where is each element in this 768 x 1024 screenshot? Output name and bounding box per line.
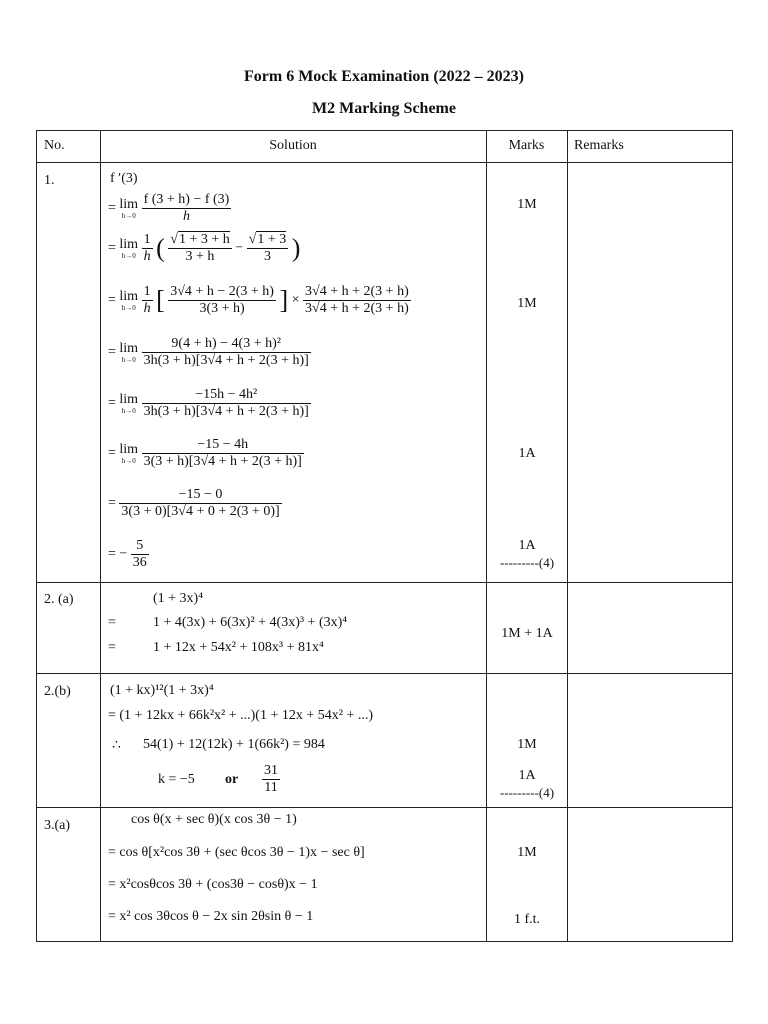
solution-line: 54(1) + 12(12k) + 1(66k²) = 984: [143, 737, 325, 752]
mark-value: 1M: [517, 197, 537, 212]
mark-value: 1A: [518, 768, 536, 783]
solution-line: = (1 + 12kx + 66k²x² + ...)(1 + 12x + 54x² + ...): [108, 708, 374, 723]
column-divider: [36, 130, 37, 942]
column-divider: [486, 130, 487, 942]
solution-line: =: [108, 640, 116, 655]
header-marks: Marks: [508, 138, 545, 153]
solution-line: cos θ(x + sec θ)(x cos 3θ − 1): [131, 812, 297, 827]
row-divider: [36, 582, 733, 583]
solution-line: or: [225, 772, 239, 787]
mark-value: 1M: [517, 737, 537, 752]
question-number: 2. (a): [44, 592, 74, 607]
solution-line: 1 + 12x + 54x² + 108x³ + 81x⁴: [153, 640, 324, 655]
header-no: No.: [44, 138, 65, 153]
solution-line: = lim h→0 $\frac{1}{h}$ [ $\frac{3√4 + h - 2(3 + h)}{3(3 + h)}$ ] × $\frac{3√4 + h + 2(3 + h)}{3√4 + h + 2(3 + h)}$: [108, 284, 409, 316]
solution-line: 1 + 4(3x) + 6(3x)² + 4(3x)³ + (3x)⁴: [153, 615, 348, 630]
mark-value: 1M + 1A: [501, 626, 553, 641]
mark-subtotal: ---------(4): [499, 555, 555, 570]
solution-line: (1 + 3x)⁴: [153, 591, 204, 606]
solution-line: = lim h→0 $\frac{\text{−15h − 4h²}}{3h(3 + h)[3√4 + h + 2(3 + h)]}$: [108, 387, 309, 419]
question-number: 3.(a): [44, 818, 71, 833]
column-divider: [732, 130, 733, 942]
table-header-divider: [36, 162, 733, 163]
solution-line: (1 + kx)¹²(1 + 3x)⁴: [110, 683, 214, 698]
header-remarks: Remarks: [574, 138, 624, 153]
solution-line: = lim h→0 $\frac{\text{9(4 + h) − 4(3 + h)²}}{3h(3 + h)[3√4 + h + 2(3 + h)]}$: [108, 336, 309, 368]
solution-line: = lim h→0 $\frac{f (3 + h) - f (3)}{h}$: [108, 192, 230, 224]
solution-line: k = −5: [158, 772, 195, 787]
question-number: 1.: [44, 173, 55, 188]
mark-value: 1A: [518, 446, 536, 461]
row-divider: [36, 807, 733, 808]
column-divider: [100, 130, 101, 942]
table-border-bottom: [36, 941, 733, 942]
mark-value: 1 f.t.: [513, 912, 541, 927]
document-subtitle: M2 Marking Scheme: [312, 100, 456, 117]
question-number: 2.(b): [44, 684, 71, 699]
solution-line: = $\frac{-15 - 0}{3(3 + 0)[3√4 + 0 + 2(3 + 0)]}$: [108, 487, 280, 519]
row-divider: [36, 673, 733, 674]
table-border-top: [36, 130, 733, 131]
solution-line: = − $\frac{5}{36}$: [108, 538, 147, 570]
mark-value: 1A: [518, 538, 536, 553]
solution-line: ∴: [112, 738, 121, 753]
mark-value: 1M: [517, 296, 537, 311]
document-title: Form 6 Mock Examination (2022 – 2023): [244, 68, 524, 85]
solution-line: =: [108, 615, 116, 630]
mark-subtotal: ---------(4): [499, 785, 555, 800]
column-divider: [567, 130, 568, 942]
solution-line: = cos θ[x²cos 3θ + (sec θcos 3θ − 1)x − sec θ]: [108, 845, 365, 860]
mark-value: 1M: [517, 845, 537, 860]
solution-line: = x² cos 3θcos θ − 2x sin 2θsin θ − 1: [108, 909, 314, 924]
solution-line: = lim h→0 $\frac{-15 - 4h}{3(3 + h)[3√4 + h + 2(3 + h)]}$: [108, 437, 302, 469]
header-solution: Solution: [269, 138, 317, 153]
solution-line: = x²cosθcos 3θ + (cos3θ − cosθ)x − 1: [108, 877, 318, 892]
solution-line: f ′(3): [110, 171, 138, 186]
solution-line: $\frac{31}{11}$: [264, 763, 278, 795]
solution-line: = lim h→0 $\frac{1}{h}$ ( $\frac{√1 + 3 + h}{3 + h}$ − $\frac{√1 + 3}{3}$ ): [108, 232, 301, 264]
